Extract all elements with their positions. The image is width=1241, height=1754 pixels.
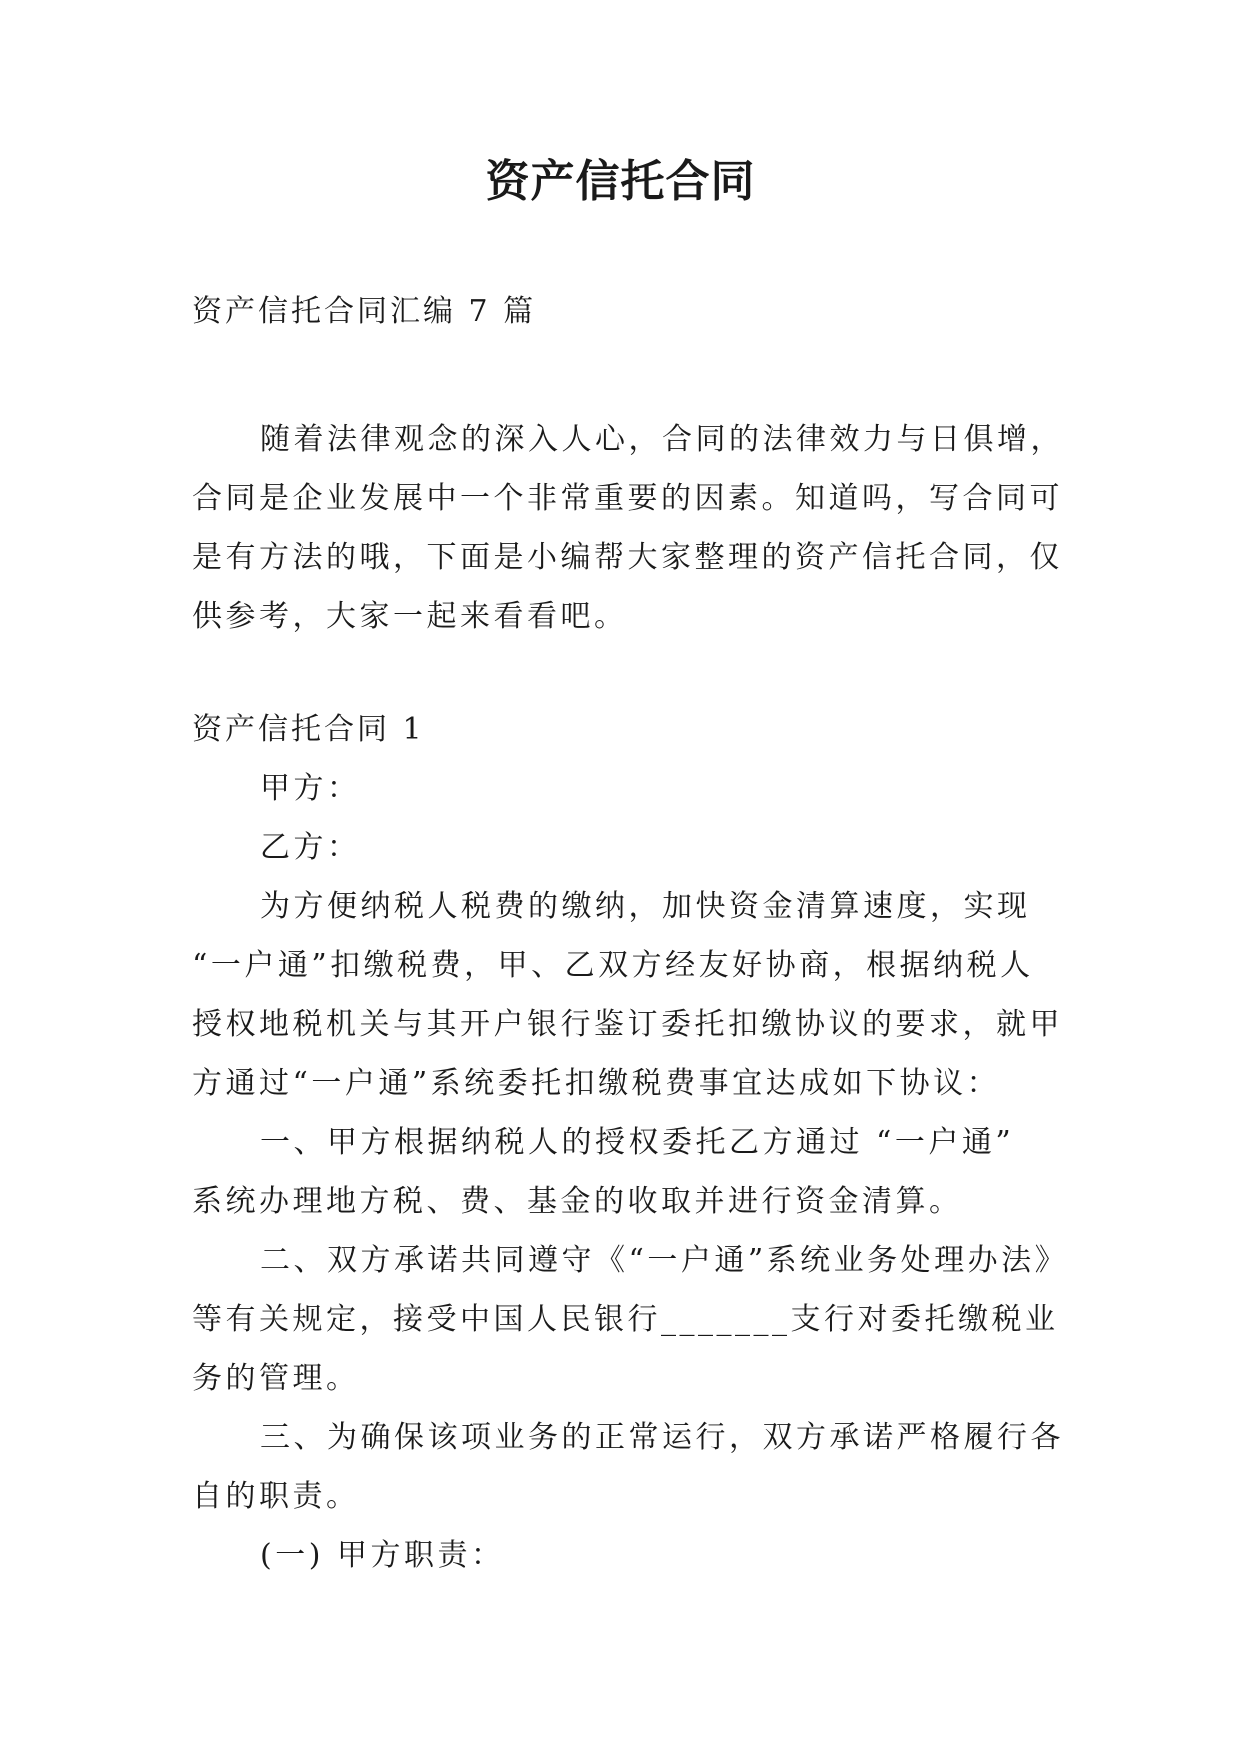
clause-2-line: 务的管理。 bbox=[192, 1361, 360, 1396]
clause-1-line: 一、甲方根据纳税人的授权委托乙方通过 “一户通” bbox=[260, 1125, 1015, 1160]
intro-line: 合同是企业发展中一个非常重要的因素。知道吗，写合同可 bbox=[192, 481, 1063, 516]
intro-line: 随着法律观念的深入人心，合同的法律效力与日俱增， bbox=[260, 422, 1064, 457]
clause-2-line: 等有关规定，接受中国人民银行_______支行对委托缴税业 bbox=[192, 1302, 1059, 1337]
intro-line: 供参考，大家一起来看看吧。 bbox=[192, 599, 628, 634]
document-title: 资产信托合同 bbox=[485, 156, 756, 207]
clause-3-line: 三、为确保该项业务的正常运行，双方承诺严格履行各 bbox=[260, 1420, 1064, 1455]
party-a-label: 甲方： bbox=[260, 771, 361, 806]
clause-3-line: 自的职责。 bbox=[192, 1479, 360, 1514]
party-b-label: 乙方： bbox=[260, 830, 361, 865]
preamble-line: “一户通”扣缴税费，甲、乙双方经友好协商，根据纳税人 bbox=[192, 948, 1034, 983]
intro-line: 是有方法的哦，下面是小编帮大家整理的资产信托合同，仅 bbox=[192, 540, 1063, 575]
duty-a-heading: (一) 甲方职责： bbox=[260, 1538, 505, 1573]
clause-1-line: 系统办理地方税、费、基金的收取并进行资金清算。 bbox=[192, 1184, 963, 1219]
document-subtitle: 资产信托合同汇编 7 篇 bbox=[192, 294, 537, 329]
intro-paragraph bbox=[192, 410, 1072, 646]
preamble-line: 方通过“一户通”系统委托扣缴税费事宜达成如下协议： bbox=[192, 1066, 1001, 1101]
contract-section-1 bbox=[192, 700, 1072, 1585]
section-title: 资产信托合同 1 bbox=[192, 712, 425, 747]
preamble-line: 授权地税机关与其开户银行鉴订委托扣缴协议的要求，就甲 bbox=[192, 1007, 1063, 1042]
preamble-line: 为方便纳税人税费的缴纳，加快资金清算速度，实现 bbox=[260, 889, 1031, 924]
clause-2-line: 二、双方承诺共同遵守《“一户通”系统业务处理办法》 bbox=[260, 1243, 1069, 1278]
